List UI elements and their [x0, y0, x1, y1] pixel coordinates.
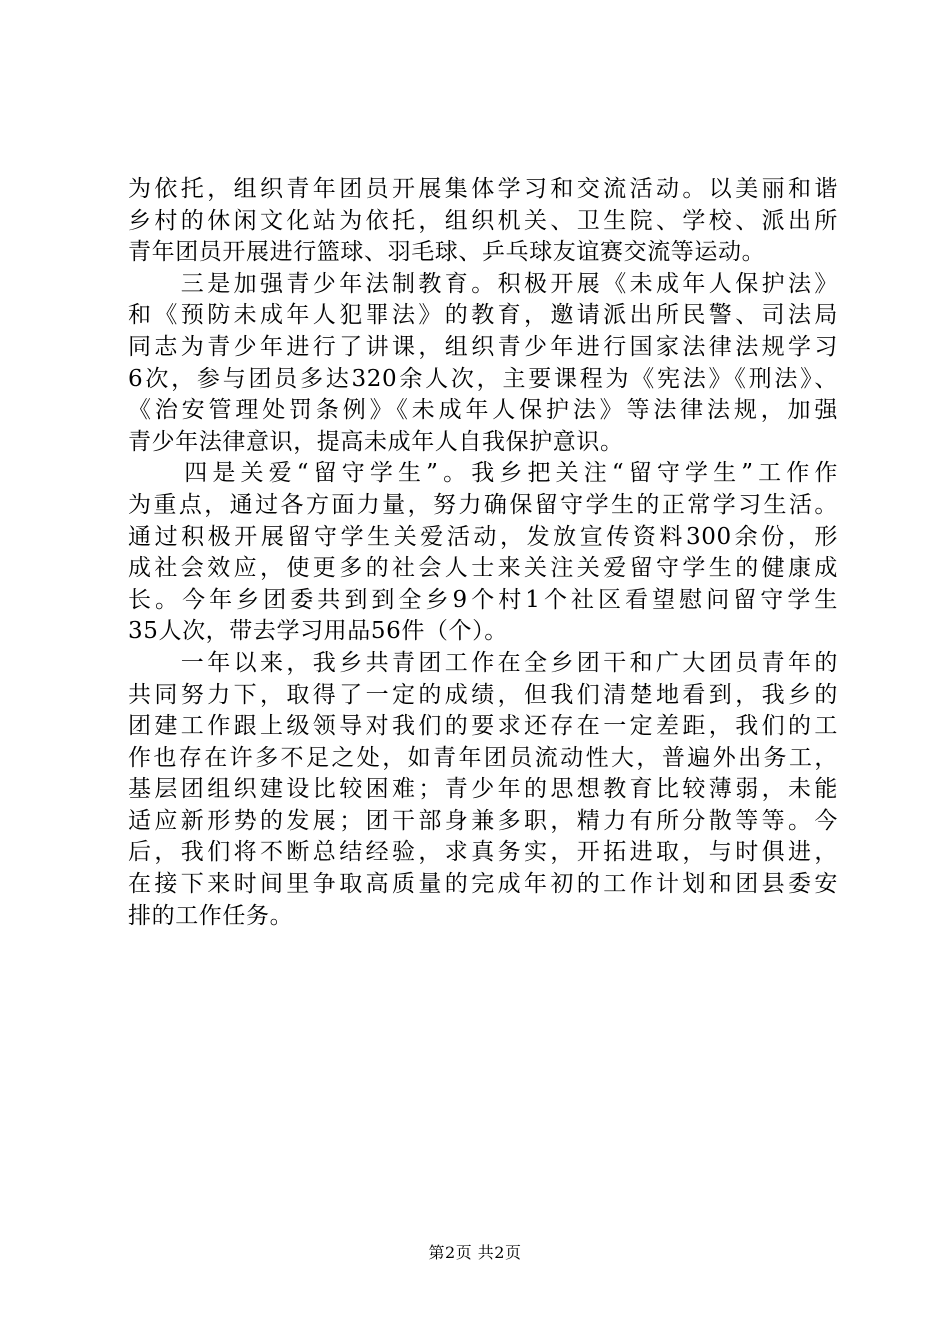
text-line: 适应新形势的发展；团干部身兼多职，精力有所分散等等。今	[128, 807, 838, 834]
text-line: 长。今年乡团委共到到全乡9个村1个社区看望慰问留守学生	[128, 586, 838, 613]
text-line: 四是关爱“留守学生”。我乡把关注“留守学生”工作作	[128, 460, 838, 487]
text-line: 后，我们将不断总结经验，求真务实，开拓进取，与时俱进，	[128, 839, 838, 866]
text-line: 基层团组织建设比较困难；青少年的思想教育比较薄弱，未能	[128, 776, 838, 803]
text-line: 为重点，通过各方面力量，努力确保留守学生的正常学习生活。	[128, 491, 838, 518]
text-line: 青少年法律意识，提高未成年人自我保护意识。	[128, 428, 624, 455]
text-line: 共同努力下，取得了一定的成绩，但我们清楚地看到，我乡的	[128, 681, 838, 708]
body-text	[128, 174, 838, 932]
page-footer: 第2页 共2页	[428, 1243, 522, 1262]
text-line: 同志为青少年进行了讲课，组织青少年进行国家法律法规学习	[128, 333, 838, 360]
text-line: 6次，参与团员多达320余人次，主要课程为《宪法》《刑法》、	[128, 365, 838, 392]
text-line: 三是加强青少年法制教育。积极开展《未成年人保护法》	[128, 270, 838, 297]
text-line: 《治安管理处罚条例》《未成年人保护法》等法律法规，加强	[128, 397, 838, 424]
text-line: 团建工作跟上级领导对我们的要求还存在一定差距，我们的工	[128, 713, 838, 740]
text-line: 青年团员开展进行篮球、羽毛球、乒乓球友谊赛交流等运动。	[128, 239, 766, 266]
text-line: 乡村的休闲文化站为依托，组织机关、卫生院、学校、派出所	[128, 207, 838, 234]
text-line: 一年以来，我乡共青团工作在全乡团干和广大团员青年的	[128, 649, 838, 676]
text-line: 在接下来时间里争取高质量的完成年初的工作计划和团县委安	[128, 871, 838, 898]
text-line: 为依托，组织青年团员开展集体学习和交流活动。以美丽和谐	[128, 176, 838, 202]
text-line: 通过积极开展留守学生关爱活动，发放宣传资料300余份，形	[128, 523, 838, 550]
text-line: 和《预防未成年人犯罪法》的教育，邀请派出所民警、司法局	[128, 302, 838, 329]
text-line: 35人次，带去学习用品56件（个）。	[128, 618, 508, 645]
text-line: 成社会效应，使更多的社会人士来关注关爱留守学生的健康成	[128, 555, 838, 582]
text-line: 排的工作任务。	[128, 902, 294, 929]
text-line: 作也存在许多不足之处，如青年团员流动性大，普遍外出务工，	[128, 744, 838, 771]
